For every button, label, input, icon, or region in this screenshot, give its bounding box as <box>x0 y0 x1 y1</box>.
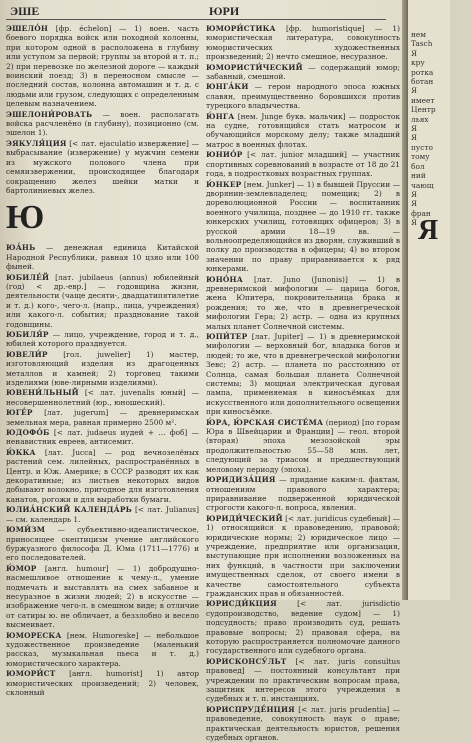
adjacent-page-fragment: имеет <box>411 95 435 105</box>
adjacent-page-fragment: Tasch <box>411 39 433 49</box>
entry-headword: ЮВЕНИ́ЛЬНЫЙ <box>6 388 79 398</box>
entry-definition: [нем. Junge букв. мальчик] — подросток на судне, готовящийся стать матросом и обучающийся морскому делу; также младший матрос в военных флотах. <box>206 111 400 149</box>
entry-headword: ЮРИСКОНСУ́ЛЬТ <box>206 656 287 666</box>
adjacent-page-edge <box>408 0 450 600</box>
adjacent-page-fragment: льях <box>411 114 429 124</box>
entry-headword: ЭШЕЛОНИ́РОВАТЬ <box>6 109 93 119</box>
adjacent-page-fragment: чающ <box>411 180 434 190</box>
entry-headword: Ю́НКЕР <box>206 179 242 189</box>
entry-headword: Ю́МОР <box>6 563 37 573</box>
dictionary-entry <box>206 599 400 655</box>
entry-definition: [лат. Jucca] — род вечнозелёных растений сем. лилейных, распространённых в Центр. и Юж. Америке; в СССР разводят их как декоративные; из листьев некоторых видов добывают волокно, пригодное для изготовления канатов, рогожи и для выработки бумаги. <box>6 447 199 504</box>
entry-headword: ЭШЕЛО́Н <box>6 24 49 33</box>
dictionary-entry <box>6 408 199 427</box>
adjacent-page-fragment: пусто <box>411 142 433 152</box>
adjacent-page-fragment: Я <box>411 218 417 228</box>
adjacent-page-fragment: нем <box>411 30 427 39</box>
entry-headword: ЮМОРИ́СТИКА <box>206 24 276 33</box>
entry-definition: — лицо, учреждение, город и т. д., юбилей которого празднуется. <box>6 329 199 349</box>
entry-definition: [лат. Jupiter] — 1) в древнеримской мифологии — верховный бог, владыка богов и людей; то же, что в древнегреческой мифологии Зевс; 2) астр. — планета по расстоянию от Солнца, самая большая планета Солнечной системы; 3) мощная электрическая дуговая лампа, применяемая в киносъёмках для искусственного или дополнительного освещения при киносъёмке. <box>206 332 400 417</box>
adjacent-page-fragment: Я <box>411 189 417 199</box>
dictionary-entry <box>206 475 400 513</box>
adjacent-section-letter: Я <box>418 215 439 246</box>
entry-headword: ЮГЕ́Р <box>6 408 33 418</box>
dictionary-entry <box>6 505 199 524</box>
dictionary-entry <box>6 330 199 349</box>
entry-definition: [< лат. juridicus судебный] — 1) относящийся к правоведению, правовой; юридические нормы; 2) юридическое лицо — учреждение, предприятие или организация, выступающие при исполнении возложенных на них функций, в частности при заключении имущественных сделок, от своего имени в качестве самостоятельного субъекта гражданских прав и обязанностей. <box>206 513 400 598</box>
left-running-head: ЭШЕ <box>10 4 40 18</box>
section-letter: Ю <box>6 199 45 237</box>
entry-headword: ЮА́НЬ <box>6 243 36 253</box>
entry-definition: [< лат. juris consultus правовед] — постоянный консультант при учреждении по практическим вопросам права, защитник интересов этого учреждения в судебных и т. п. инстанциях. <box>206 656 400 704</box>
dictionary-entry <box>6 273 199 329</box>
dictionary-entry <box>6 139 199 195</box>
entry-definition: — денежная единица Китайской Народной Республики, равная 10 цзяо или 100 фыней. <box>6 243 199 272</box>
dictionary-entry <box>6 110 199 138</box>
entry-definition: [нем. Humoreske] — небольшое художественное произведение (маленький рассказ, музыкальная пьеса и т. д.) юмористического характера. <box>6 630 199 668</box>
entry-headword: Ю́РА, Ю́РСКАЯ СИСТЕ́МА <box>206 417 324 427</box>
entry-headword: Ю́НГА <box>206 111 235 121</box>
entry-headword: ЮРИСПРУДЕ́НЦИЯ <box>206 704 295 714</box>
adjacent-page-fragment: тому <box>411 152 430 162</box>
entry-headword: ЮНИО́Р <box>206 150 243 160</box>
dictionary-entry <box>206 112 400 150</box>
adjacent-page-fragment: фран <box>411 208 431 218</box>
dictionary-entry <box>206 150 400 178</box>
adjacent-page-fragment: ротка <box>411 67 434 77</box>
entry-definition: [лат. jubilaeus (annus) юбилейный (год) < др.-евр.] — годовщина жизни, деятельности (чаще десяти-, двадцатипятилетие и т. д.) кого-, чего-л. (напр., лица, учреждения) или какого-л. события; празднование такой годовщины. <box>6 272 199 329</box>
dictionary-entry <box>6 525 199 563</box>
entry-definition: — субъективно-идеалистическое, приносящее скептицизм учение английского буржуазного философа Д. Юма (1711—1776) и его последователей. <box>6 525 199 563</box>
adjacent-page-fragment: кру <box>411 58 425 68</box>
adjacent-page-fragment: ний <box>411 171 426 181</box>
adjacent-page-fragment: Я <box>411 86 417 96</box>
entry-headword: ЮМОРИ́СТ <box>6 669 56 679</box>
dictionary-entry <box>206 82 400 110</box>
entry-headword: ЮВЕЛИ́Р <box>6 349 48 359</box>
entry-definition: [< лат. ejaculatio извержение] — выбрасывание (извержение) у мужчин семени из мужского полового члена при семяизвержении, происходящее благодаря сокращению желез шейки матки и бартолиниевых желез. <box>6 138 199 195</box>
entry-headword: ЮПИ́ТЕР <box>206 332 248 341</box>
entry-definition: [англ. humour] — 1) добродушно-насмешливое отношение к чему-л., умение подмечать и выставлять на смех забавное и несуразное в жизни людей; 2) в искусстве — изображение чего-л. в смешном виде; в отличие от сатиры ю. не обличает, а беззлобно и весело высмеивает. <box>6 563 199 630</box>
dictionary-entry <box>6 428 199 447</box>
entry-definition: [фр. échelon] — 1) воен. часть боевого порядка войск или походной колонны, при котором одной в расположена в глубину или уступом за первой; группы за второй и т. п.; 2) при перевозке по железной дороге — каждый воинский поезд; 3) в переносном смысле — последний состав, колонна автомашин и т. д. с людьми или грузом, следующих с определенным целевым назначением. <box>6 24 199 109</box>
adjacent-page-fragment: Я <box>411 199 417 209</box>
right-column <box>206 24 400 743</box>
dictionary-entry <box>6 24 199 109</box>
dictionary-entry <box>6 388 199 407</box>
entry-headword: ЮРИСДИ́КЦИЯ <box>206 599 277 609</box>
entry-headword: ЮНГА́КИ <box>206 82 249 92</box>
entry-definition: [< лат. jurisdictio судопроизводство, ведение судом] — 1) подсудность; право производить суд, решать правовые вопросы; 2) правовая сфера, на которую распространяется полномочие данного государственного или судебного органа. <box>206 599 400 656</box>
entry-headword: ЮМОРЕСКА <box>6 630 62 640</box>
entry-definition: [англ. humorist] 1) автор юмористических произведений; 2) человек, склонный <box>6 669 200 697</box>
entry-headword: ЮНО́НА <box>206 274 243 284</box>
entry-definition: [нем. Junker] — 1) в бывшей Пруссии — дворянин-землевладелец; помещик; 2) в дореволюционной России — воспитанник военного училища, позднее — до 1910 гг. также юнкерских училищ, готовящих офицеров; 3) в русской армии 18—19 вв. — вольноопределяющийся из дворян, служивший в полку до производства в офицеры; 4) во втором значении по праву приравнивается к ряд юнкерами. <box>206 179 400 274</box>
entry-headword: ЮЛИА́НСКИЙ КАЛЕНДА́РЬ <box>6 505 132 515</box>
dictionary-entry <box>6 350 199 388</box>
dictionary-entry <box>6 448 199 504</box>
entry-definition: [лат. Juno (Junonis)] — 1) в древнеримской мифологии — царица богов, жена Юпитера, покровительница брака и рождения; то же, что в древнегреческой мифологии Гера; 2) астр. — одна из крупных малых планет Солнечной системы. <box>206 274 400 331</box>
entry-headword: Ю́ККА <box>6 447 36 457</box>
dictionary-entry <box>206 705 400 743</box>
adjacent-page-fragment: Я <box>411 133 417 143</box>
entry-headword: ЭЯКУЛЯ́ЦИЯ <box>6 138 67 148</box>
entry-headword: ЮРИДИЗА́ЦИЯ <box>206 475 276 485</box>
entry-definition: — придание каким-л. фактам, отношениям правового характера; приравнивание подверженной юридической строгости какого-л. вопроса, явления. <box>206 475 400 513</box>
entry-definition: — содержащий юмор; забавный, смешной. <box>206 62 400 82</box>
entry-definition: [< лат. juris prudentia] — правоведение, совокупность наук о праве; практическая деятельность юристов, решения судебных органов. <box>206 704 400 743</box>
entry-definition: [гол. juwelier] 1) мастер, изготовляющий изделия из драгоценных металлов и камней; 2) торговец такими изделиями (юве-лирными изделиями). <box>6 349 199 387</box>
dictionary-entry <box>6 669 199 697</box>
adjacent-page-fragment: ботан <box>411 77 434 87</box>
right-running-head: ЮРИ <box>209 4 240 18</box>
dictionary-entry <box>206 63 400 82</box>
dictionary-entry <box>6 564 199 630</box>
entry-headword: ЮМИ́ЗМ <box>6 525 46 535</box>
adjacent-page-fragment: Я <box>411 124 417 134</box>
header-rule <box>6 19 386 20</box>
entry-headword: ЮМОРИСТИ́ЧЕСКИЙ <box>206 62 303 72</box>
entry-definition: [лат. jugerum] — древнеримская земельная мера, равная примерно 2500 м². <box>6 408 199 427</box>
dictionary-entry <box>206 514 400 599</box>
dictionary-entry <box>206 332 400 417</box>
left-column <box>6 24 199 698</box>
entry-definition: [< лат. junior младший] — участник спортивных соревнований в возрасте от 18 до 21 года, в подростковых возрастных группах. <box>206 150 400 179</box>
dictionary-entry <box>206 24 400 62</box>
entry-definition: [< лат. judaeus иудей + ... фоб] — ненавистник евреев, антисемит. <box>6 428 199 447</box>
entry-definition: [< лат. juvenalis юный] — несовершеннолетний (юр., юношеский). <box>6 388 199 407</box>
entry-definition: — герои народного эпоса южных славян, преимущественно боровшихся против турецкого владычества. <box>206 82 400 111</box>
adjacent-page-fragment: бол <box>411 161 425 171</box>
entry-headword: ЮДОФО́Б <box>6 428 50 438</box>
adjacent-page-fragment: Центр <box>411 105 436 115</box>
dictionary-entry <box>6 631 199 669</box>
entry-definition: (период) [по горам Юра в Швейцарии и Франции] — геол. второй (вторая) эпоха мезозойской эры продолжительностью 55—58 млн. лет, следующий за триасом и предшествующий меловому периоду (эпоха). <box>206 417 401 474</box>
entry-definition: — воен. располагать войска расчленёно (в глубину), позиционно (см. эшелон 1). <box>6 109 199 138</box>
entry-definition: [фр. humoristique] — 1) юмористическая литература, совокупность юмористических художественных произведений; 2) нечто смешное, несуразное. <box>206 24 400 62</box>
entry-headword: ЮБИЛЕ́Й <box>6 272 50 282</box>
dictionary-entry <box>206 275 400 331</box>
dictionary-entry <box>206 418 400 474</box>
entry-headword: ЮРИДИ́ЧЕСКИЙ <box>206 513 283 523</box>
dictionary-entry <box>206 657 400 704</box>
entry-definition: [< лат. Julianus] — см. календарь 1. <box>6 505 199 524</box>
dictionary-entry <box>6 243 199 271</box>
dictionary-entry <box>206 180 400 274</box>
entry-headword: ЮБИЛЯ́Р <box>6 329 49 339</box>
adjacent-page-fragment: Я <box>411 48 417 58</box>
